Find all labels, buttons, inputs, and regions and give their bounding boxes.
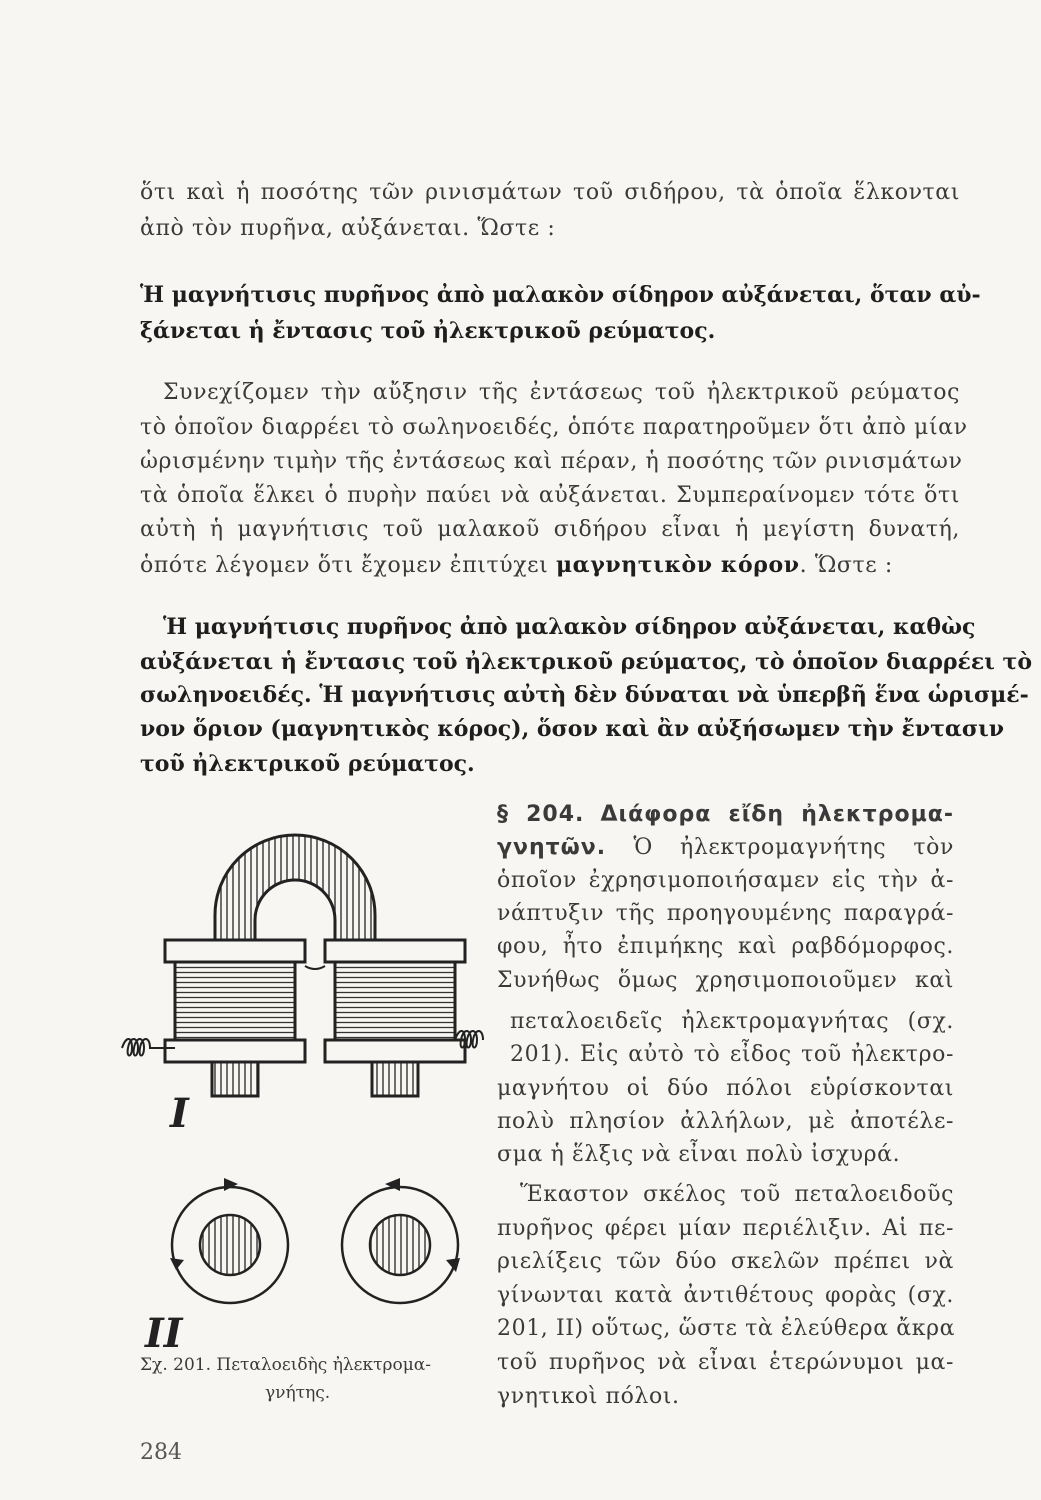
bold-rule-line: σωληνοειδές. Ἡ μαγνήτισις αὐτὴ δὲν δύναται νὰ ὑπερβῆ ἕνα ὡρισμέ- xyxy=(140,682,1029,708)
horseshoe-electromagnet-figure xyxy=(110,810,500,1370)
figure-label-two: II xyxy=(145,1310,183,1357)
text-line: 201, II) οὕτως, ὥστε τὰ ἐλεύθερα ἄκρα xyxy=(497,1316,956,1341)
left-core-section xyxy=(200,1215,260,1275)
text-line: πολὺ πλησίον ἀλλήλων, μὲ ἀποτέλε- xyxy=(497,1109,954,1134)
left-coil-top-flange xyxy=(165,940,305,962)
text-line: ὅτι καὶ ἡ ποσότης τῶν ρινισμάτων τοῦ σιδήρου, τὰ ὁποῖα ἕλκονται xyxy=(140,180,960,205)
text-line: Συνήθως ὅμως χρησιμοποιοῦμεν καὶ xyxy=(497,968,954,993)
right-pole xyxy=(372,1062,418,1096)
section-number: § 204. xyxy=(497,802,585,827)
left-pole xyxy=(212,1062,258,1096)
figure-label-one: I xyxy=(170,1090,189,1137)
section-title: Διάφορα εἴδη ἠλεκτρομα- xyxy=(600,802,954,827)
figure-caption-line1: Σχ. 201. Πεταλοειδὴς ἠλεκτρομα- xyxy=(140,1355,432,1375)
text-line: πεταλοειδεῖς ἠλεκτρομαγνήτας (σχ. xyxy=(510,1009,954,1034)
text-line: τοῦ πυρῆνος νὰ εἶναι ἑτερώνυμοι μα- xyxy=(497,1350,954,1375)
figure-one xyxy=(122,835,483,1096)
text-line: ριελίξεις τῶν δύο σκελῶν πρέπει νὰ xyxy=(497,1249,954,1274)
left-coil-bottom-flange xyxy=(165,1040,305,1062)
bold-rule-line: ξάνεται ἡ ἔντασις τοῦ ἠλεκτρικοῦ ρεύματος. xyxy=(140,318,716,344)
right-coil-winding xyxy=(335,962,455,1040)
text-line: Ἕκαστον σκέλος τοῦ πεταλοειδοῦς xyxy=(520,1182,954,1207)
connecting-wire xyxy=(305,966,325,969)
text-span: . Ὥστε : xyxy=(799,553,893,578)
text-line: γίνωνται κατὰ ἀντιθέτους φορὰς (σχ. xyxy=(497,1283,954,1308)
text-line: σμα ἡ ἕλξις νὰ εἶναι πολὺ ἰσχυρά. xyxy=(497,1142,901,1167)
page-number: 284 xyxy=(140,1440,182,1465)
text-line xyxy=(140,550,960,581)
text-line: Συνεχίζομεν τὴν αὔξησιν τῆς ἐντάσεως τοῦ ἠλεκτρικοῦ ρεύματος xyxy=(163,380,960,405)
bold-rule-line: τοῦ ἠλεκτρικοῦ ρεύματος. xyxy=(140,751,475,777)
figure-caption-line2: γνήτης. xyxy=(265,1383,331,1403)
left-coil-winding xyxy=(175,962,295,1040)
section-heading xyxy=(497,800,954,830)
right-core-section xyxy=(370,1215,430,1275)
bold-rule-line: Ἡ μαγνήτισις πυρῆνος ἀπὸ μαλακὸν σίδηρον αὐξάνεται, καθὼς xyxy=(163,614,976,640)
text-line: ὁποῖον ἐχρησιμοποιήσαμεν εἰς τὴν ἀ- xyxy=(497,868,954,893)
arrow-icon xyxy=(170,1258,184,1270)
section-title-cont: γνητῶν. xyxy=(497,835,607,860)
arrow-icon xyxy=(224,1178,238,1191)
bold-term: μαγνητικὸν κόρον xyxy=(555,552,800,578)
text-line: γνητικοὶ πόλοι. xyxy=(497,1384,680,1409)
text-line: τὸ ὁποῖον διαρρέει τὸ σωληνοειδές, ὁπότε παρατηροῦμεν ὅτι ἀπὸ μίαν xyxy=(140,415,968,440)
section-heading-line2 xyxy=(497,833,954,863)
text-line: πυρῆνος φέρει μίαν περιέλιξιν. Αἱ πε- xyxy=(497,1216,954,1241)
text-line: 201). Εἰς αὐτὸ τὸ εἶδος τοῦ ἠλεκτρο- xyxy=(510,1042,954,1067)
bold-rule-line: αὐξάνεται ἡ ἔντασις τοῦ ἠλεκτρικοῦ ρεύματος, τὸ ὁποῖον διαρρέει τὸ xyxy=(140,649,1032,675)
bold-rule-line: Ἡ μαγνήτισις πυρῆνος ἀπὸ μαλακὸν σίδηρον αὐξάνεται, ὅταν αὐ- xyxy=(140,282,981,308)
text-line: μαγνήτου οἱ δύο πόλοι εὑρίσκονται xyxy=(497,1076,954,1101)
right-coil-bottom-flange xyxy=(325,1040,465,1062)
text-line: νάπτυξιν τῆς προηγουμένης παραγρά- xyxy=(497,901,954,926)
text-line: ἀπὸ τὸν πυρῆνα, αὐξάνεται. Ὥστε : xyxy=(140,216,556,241)
text-span: Ὁ ἠλεκτρομαγνήτης τὸν xyxy=(633,835,954,860)
right-coil-top-flange xyxy=(325,940,465,962)
text-line: τὰ ὁποῖα ἕλκει ὁ πυρὴν παύει νὰ αὐξάνεται. Συμπεραίνομεν τότε ὅτι xyxy=(140,483,960,508)
figure-two xyxy=(170,1178,460,1303)
text-line: αὐτὴ ἡ μαγνήτισις τοῦ μαλακοῦ σιδήρου εἶναι ἡ μεγίστη δυνατή, xyxy=(140,517,960,542)
text-line: φου, ἦτο ἐπιμήκης καὶ ραβδόμορφος. xyxy=(497,934,954,959)
bold-rule-line: νον ὅριον (μαγνητικὸς κόρος), ὅσον καὶ ἂν αὐξήσωμεν τὴν ἔντασιν xyxy=(140,716,1004,742)
text-span: ὁπότε λέγομεν ὅτι ἔχομεν ἐπιτύχει xyxy=(140,553,556,578)
text-line: ὡρισμένην τιμὴν τῆς ἐντάσεως καὶ πέραν, ἡ ποσότης τῶν ρινισμάτων xyxy=(140,449,963,474)
